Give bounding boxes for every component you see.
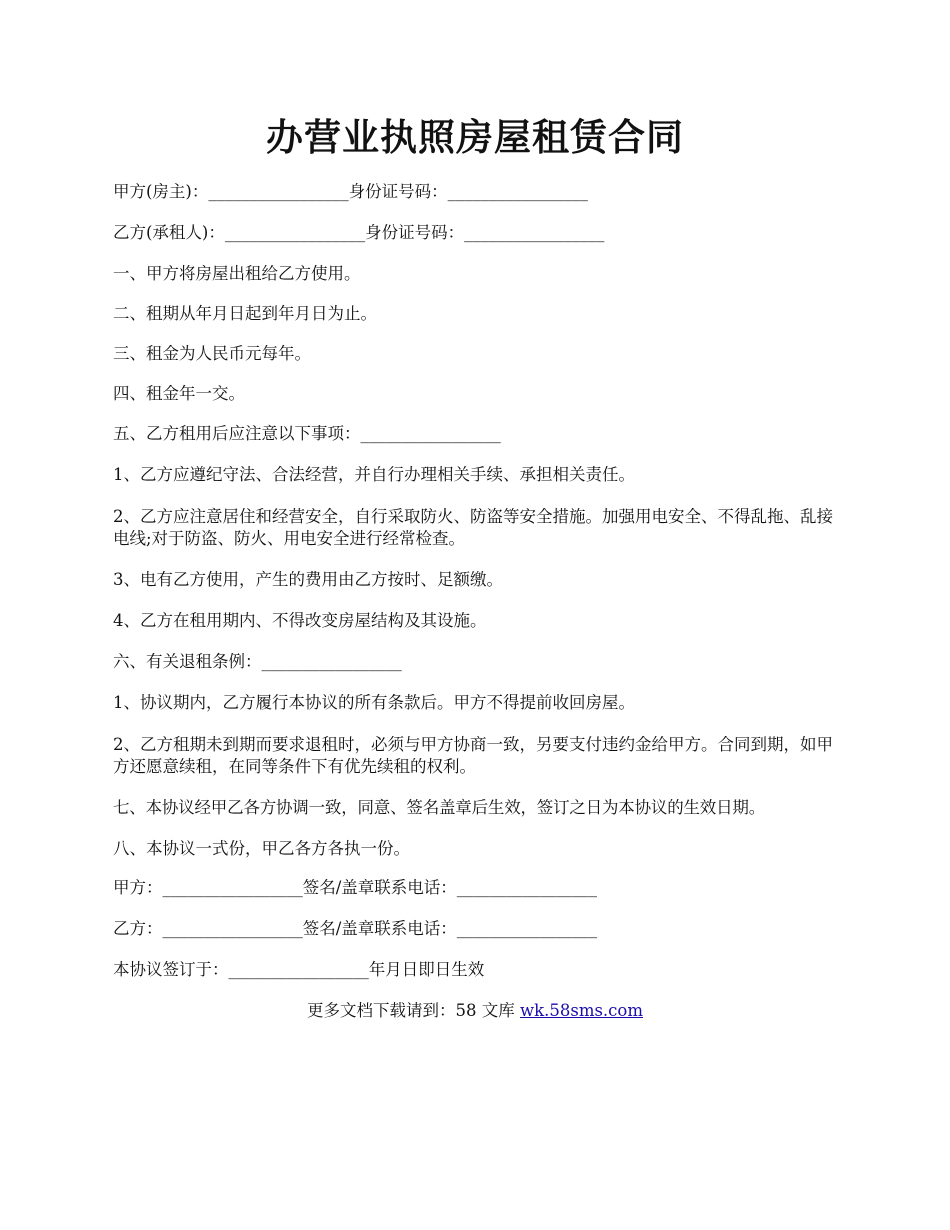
clause-5-item-3: 3、电有乙方使用，产生的费用由乙方按时、足额缴。 <box>113 570 503 589</box>
footer <box>0 1000 950 1022</box>
clause-5-item-4: 4、乙方在租用期内、不得改变房屋结构及其设施。 <box>113 611 487 630</box>
clause-5-item-2: 2、乙方应注意居住和经营安全，自行采取防火、防盗等安全措施。加强用电安全、不得乱拖、乱接电线;对于防盗、防火、用电安全进行经常检查。 <box>113 507 833 548</box>
clause-2: 二、租期从年月日起到年月日为止。 <box>113 304 377 323</box>
clause-8: 八、本协议一式份，甲乙各方各执一份。 <box>113 839 410 858</box>
signing-date-line: 本协议签订于：_________________年月日即日生效 <box>113 960 485 979</box>
clause-3: 三、租金为人民币元每年。 <box>113 344 311 363</box>
document-title: 办营业执照房屋租赁合同 <box>266 115 684 159</box>
clause-6-item-1: 1、协议期内，乙方履行本协议的所有条款后。甲方不得提前收回房屋。 <box>113 693 635 712</box>
footer-text: 更多文档下载请到：58 文库 <box>306 1001 520 1020</box>
clause-5: 五、乙方租用后应注意以下事项：_________________ <box>113 424 501 443</box>
party-b-line: 乙方(承租人)：_________________身份证号码：_________________ <box>113 223 605 242</box>
party-a-signature-line: 甲方：_________________签名/盖章联系电话：_________________ <box>113 878 598 897</box>
clause-6-item-2: 2、乙方租期未到期而要求退租时，必须与甲方协商一致，另要支付违约金给甲方。合同到期，如甲方还愿意续租，在同等条件下有优先续租的权利。 <box>113 735 833 776</box>
party-a-line: 甲方(房主)：_________________身份证号码：_________________ <box>113 182 588 201</box>
party-b-signature-line: 乙方：_________________签名/盖章联系电话：_________________ <box>113 919 598 938</box>
footer-link[interactable]: wk.58sms.com <box>519 1001 643 1020</box>
clause-4: 四、租金年一交。 <box>113 384 245 403</box>
clause-1: 一、甲方将房屋出租给乙方使用。 <box>113 264 361 283</box>
clause-6: 六、有关退租条例：_________________ <box>113 652 402 671</box>
clause-7: 七、本协议经甲乙各方协调一致，同意、签名盖章后生效，签订之日为本协议的生效日期。 <box>113 798 766 817</box>
clause-5-item-1: 1、乙方应遵纪守法、合法经营，并自行办理相关手续、承担相关责任。 <box>113 465 635 484</box>
